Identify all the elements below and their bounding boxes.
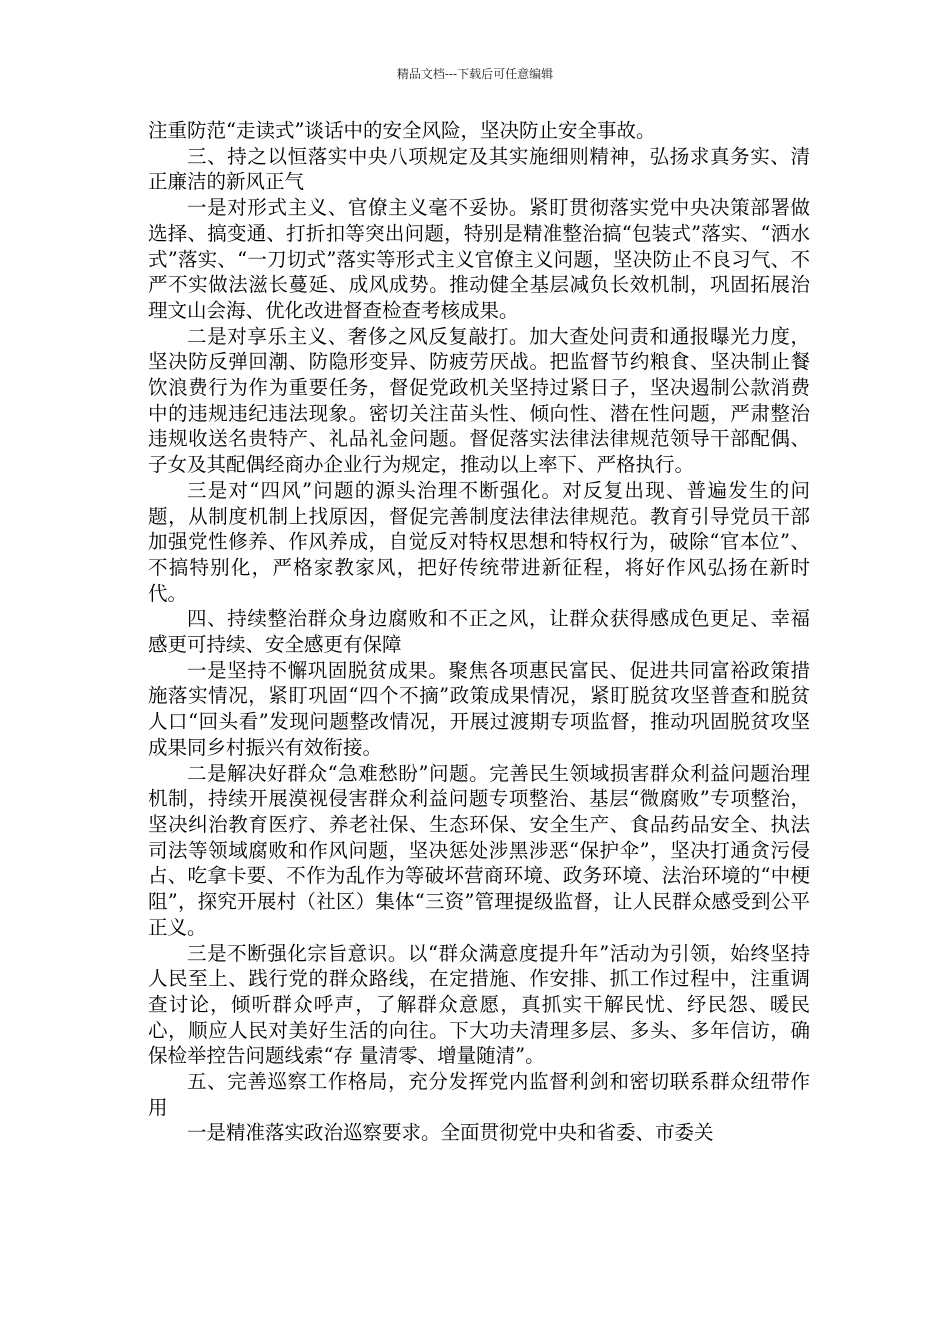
paragraph: 二是对享乐主义、奢侈之风反复敲打。加大查处问责和通报曝光力度，坚决防反弹回潮、防隐形变异、防疲劳厌战。把监督节约粮食、坚决制止餐饮浪费行为作为重要任务，督促党政机关坚持过紧日子，坚决遏制公款消费中的违规违纪违法现象。密切关注苗头性、倾向性、潜在性问题，严肃整治违规收送名贵特产、礼品礼金问题。督促落实法律法律规范领导干部配偶、子女及其配偶经商办企业行为规定，推动以上率下、严格执行。 (148, 324, 810, 477)
paragraph-continuation: 注重防范“走读式”谈话中的安全风险，坚决防止安全事故。 (148, 119, 656, 142)
page-header: 精品文档---下载后可任意编辑 (396, 67, 554, 81)
paragraph: 三是对“四风”问题的源头治理不断强化。对反复出现、普遍发生的问题，从制度机制上找原因，督促完善制度法律法律规范。教育引导党员干部加强党性修养、作风养成，自觉反对特权思想和特权行为，破除“官本位”、不搞特别化，严格家教家风，把好传统带进新征程，将好作风弘扬在新时代。 (148, 478, 810, 605)
section-heading-5: 五、完善巡察工作格局，充分发挥党内监督利剑和密切联系群众纽带作用 (148, 1070, 810, 1119)
paragraph: 二是解决好群众“急难愁盼”问题。完善民生领域损害群众利益问题治理机制，持续开展漠视侵害群众利益问题专项整治、基层“微腐败”专项整治，坚决纠治教育医疗、养老社保、生态环保、安全生产、食品药品安全、执法司法等领域腐败和作风问题，坚决惩处涉黑涉恶“保护伞”，坚决打通贪污侵占、吃拿卡要、不作为乱作为等破坏营商环境、政务环境、法治环境的“中梗阻”，探究开展村（社区）集体“三资”管理提级监督，让人民群众感受到公平正义。 (148, 761, 810, 939)
paragraph: 三是不断强化宗旨意识。以“群众满意度提升年”活动为引领，始终坚持人民至上、践行党的群众路线，在定措施、作安排、抓工作过程中，注重调查讨论，倾听群众呼声，了解群众意愿，真抓实干解民忧、纾民怨、暖民心，顺应人民对美好生活的向往。下大功夫清理多层、多头、多年信访，确保检举控告问题线索“存 量清零、增量随清”。 (148, 941, 810, 1068)
section-heading-4: 四、持续整治群众身边腐败和不正之风，让群众获得感成色更足、幸福感更可持续、安全感更有保障 (148, 607, 810, 657)
section-heading-3: 三、持之以恒落实中央八项规定及其实施细则精神，弘扬求真务实、清正廉洁的新风正气 (148, 144, 810, 194)
paragraph: 一是精准落实政治巡察要求。全面贯彻党中央和省委、市委关 (187, 1121, 714, 1145)
paragraph: 一是对形式主义、官僚主义毫不妥协。紧盯贯彻落实党中央决策部署做选择、搞变通、打折扣等突出问题，特别是精准整治搞“包装式”落实、“洒水式”落实、“一刀切式”落实等形式主义官僚主义问题，坚决防止不良习气、不严不实做法滋长蔓延、成风成势。推动健全基层减负长效机制，巩固拓展治理文山会海、优化改进督查检查考核成果。 (148, 196, 810, 322)
paragraph: 一是坚持不懈巩固脱贫成果。聚焦各项惠民富民、促进共同富裕政策措施落实情况，紧盯巩固“四个不摘”政策成果情况，紧盯脱贫攻坚普查和脱贫人口“回头看”发现问题整改情况，开展过渡期专项监督，推动巩固脱贫攻坚成果同乡村振兴有效衔接。 (148, 658, 810, 759)
document-body (148, 118, 810, 1146)
